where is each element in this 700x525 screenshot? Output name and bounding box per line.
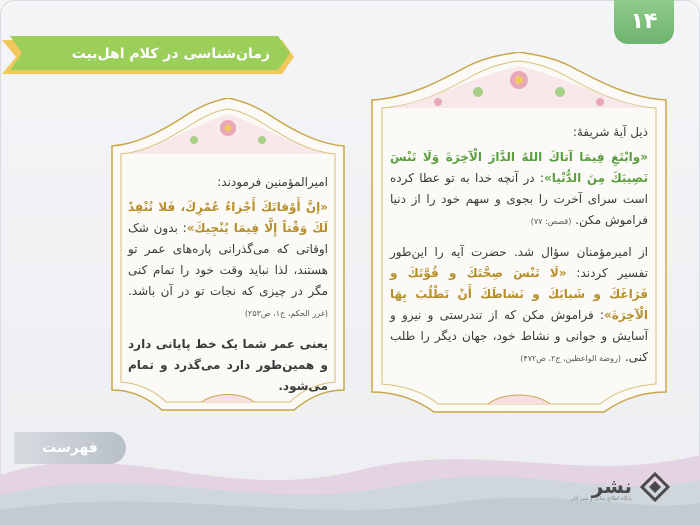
right-panel xyxy=(368,52,670,418)
publisher-icon xyxy=(640,472,670,502)
title-banner xyxy=(2,36,294,78)
publisher-logo xyxy=(530,472,670,502)
left-panel-content xyxy=(128,172,328,397)
page-title: زمان‌شناسی در کلام اهل‌بیت xyxy=(71,46,270,62)
narration-arabic: «لَا تَنْسَ صِحَّتَكَ و قُوَّتَكَ و فَرَاغَكَ و شَبابَكَ و نَشاطَكَ أَنْ تَطْلُبَ بِهَا الْآخِرَةَ» xyxy=(390,266,648,322)
quote-heading: امیرالمؤمنین فرمودند: xyxy=(217,175,328,189)
verse-source: (قصص: ۷۷) xyxy=(530,217,572,226)
narration-block xyxy=(390,242,648,369)
left-panel xyxy=(108,98,348,416)
publisher-subtitle: پایگاه اطلاع‌رسانی و نشر آثار xyxy=(571,496,632,502)
quote-translation: : بدون شک اوقاتی که می‌گذرانی پاره‌های عمر تو هستند، لذا نباید وقت خود را تمام کنی مگر در چیزی که نجات تو در آن باشد. xyxy=(128,221,328,298)
verse-block xyxy=(390,147,648,232)
right-panel-content xyxy=(390,122,648,369)
index-button[interactable]: فهرست xyxy=(14,432,126,464)
page-number: ۱۴ xyxy=(614,0,674,44)
quote-block xyxy=(128,197,328,324)
narration-source: (روضة الواعظین، ج۲، ص۴۷۲) xyxy=(520,354,622,363)
summary-text: یعنی عمر شما یک خط پایانی دارد و همین‌طور دارد می‌گذرد و تمام می‌شود. xyxy=(128,337,328,393)
quote-source: (غرر الحکم، ج۱، ص۲۵۳) xyxy=(244,309,328,318)
verse-heading: ذیل آیهٔ شریفهٔ: xyxy=(572,125,648,139)
narration-translation: : فراموش مکن که از تندرستی و نیرو و آسایش و جوانی و نشاط خود، جهان دیگر را طلب کنی. xyxy=(390,308,648,364)
narration-intro: از امیرمؤمنان سؤال شد. حضرت آیه را این‌طور تفسیر کردند: xyxy=(390,245,648,280)
verse-translation: : در آنچه خدا به تو عطا کرده است سرای آخرت را بجوی و سهم خود را از دنیا فراموش مکن. xyxy=(390,171,648,227)
verse-arabic: «وابْتَغِ فِيمَا آتاكَ اللهُ الدَّارَ الْآخِرَةَ وَلَا تَنْسَ نَصِيبَكَ مِنَ الدُّنْيا» xyxy=(390,150,648,185)
quote-arabic: «إنَّ أَوْقاتَكَ أَجْزاءُ عُمْرِكَ، فَلا تُنْفِدْ لَكَ وَقْتاً إِلَّا فِيمَا يُنْجِيكَ» xyxy=(128,200,329,235)
publisher-name: نشر xyxy=(591,474,632,498)
